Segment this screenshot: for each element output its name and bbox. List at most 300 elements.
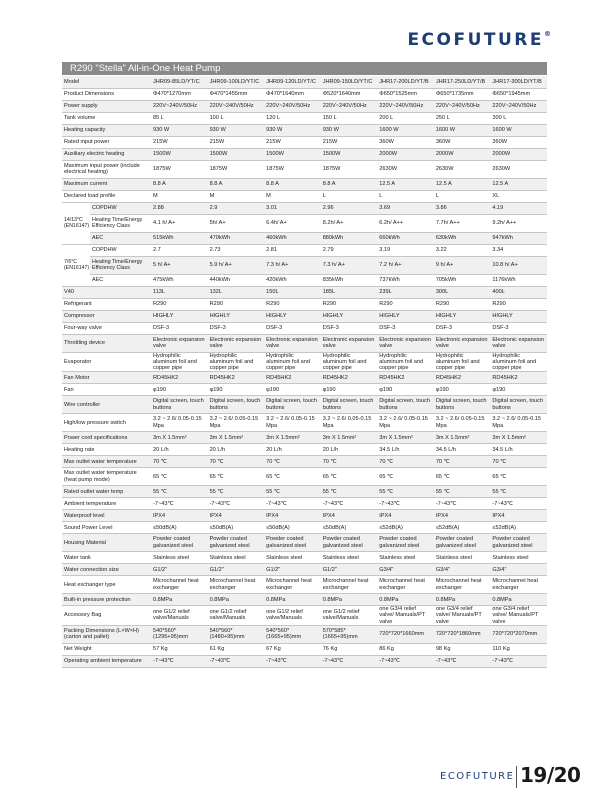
- spec-cell: ≤52dB(A): [490, 522, 547, 534]
- spec-cell: 120 L: [264, 112, 321, 124]
- row-label: Auxiliary electric heating: [62, 148, 151, 160]
- spec-cell: -7~43℃: [264, 498, 321, 510]
- spec-cell: φ190: [264, 384, 321, 396]
- spec-cell: 5.9 h/ A+: [208, 256, 265, 274]
- spec-cell: 660kWh: [377, 232, 434, 244]
- footer-logo: ECOFUTURE: [440, 771, 515, 782]
- spec-cell: Φ470*1455mm: [208, 88, 265, 100]
- table-row: [62, 322, 547, 334]
- spec-cell: one G1/2 relief valve/Manuals: [151, 606, 208, 626]
- row-label: Heating rate: [62, 444, 151, 456]
- spec-cell: Digital screen, touch buttons: [377, 396, 434, 414]
- spec-cell: 185L: [321, 286, 378, 298]
- spec-cell: DSF-3: [490, 322, 547, 334]
- spec-cell: IPX4: [264, 510, 321, 522]
- spec-cell: DSF-3: [321, 322, 378, 334]
- table-row: [62, 274, 547, 286]
- spec-cell: ≤50dB(A): [321, 522, 378, 534]
- spec-cell: 12.5 A: [434, 178, 491, 190]
- spec-cell: 3.2 ~ 2.6/ 0.05-0.15 Mpa: [490, 414, 547, 432]
- spec-cell: 132L: [208, 286, 265, 298]
- spec-cell: 65 ℃: [377, 468, 434, 486]
- spec-cell: HIGHLY: [264, 310, 321, 322]
- spec-cell: -7~43℃: [321, 498, 378, 510]
- spec-cell: 65 ℃: [434, 468, 491, 486]
- spec-cell: 55 ℃: [208, 486, 265, 498]
- spec-cell: ≤50dB(A): [208, 522, 265, 534]
- spec-cell: Powder coated galvanized steel: [321, 534, 378, 552]
- table-row: [62, 606, 547, 626]
- spec-cell: 460kWh: [264, 232, 321, 244]
- spec-cell: G1/2": [264, 564, 321, 576]
- table-row: [62, 643, 547, 655]
- spec-cell: 2.7: [151, 244, 208, 256]
- spec-cell: 34.5 L/h: [377, 444, 434, 456]
- spec-cell: G1/2": [321, 564, 378, 576]
- spec-cell: 7.3 h/ A+: [321, 256, 378, 274]
- spec-cell: G1/2": [151, 564, 208, 576]
- spec-cell: ≤50dB(A): [151, 522, 208, 534]
- spec-cell: 250 L: [434, 112, 491, 124]
- spec-cell: IPX4: [490, 510, 547, 522]
- table-row: [62, 334, 547, 352]
- spec-cell: Hydrophilic aluminum foil and copper pipe: [208, 352, 265, 372]
- spec-cell: 835kWh: [321, 274, 378, 286]
- spec-cell: 10.8 h/ A+: [490, 256, 547, 274]
- spec-cell: HIGHLY: [434, 310, 491, 322]
- spec-cell: Digital screen, touch buttons: [208, 396, 265, 414]
- spec-cell: Stainless steel: [208, 552, 265, 564]
- spec-cell: 150 L: [321, 112, 378, 124]
- row-label: Packing Dimensions (L×W×H) (carton and pallet): [62, 625, 151, 643]
- spec-cell: 7.2 h/ A+: [377, 256, 434, 274]
- spec-cell: 1500W: [208, 148, 265, 160]
- spec-cell: IPX4: [377, 510, 434, 522]
- spec-cell: 420kWh: [264, 274, 321, 286]
- row-label: AEC: [90, 274, 151, 286]
- spec-cell: 3.01: [264, 202, 321, 214]
- spec-cell: Electronic expansion valve: [264, 334, 321, 352]
- spec-cell: Stainless steel: [434, 552, 491, 564]
- spec-cell: 1600 W: [434, 124, 491, 136]
- spec-cell: 8.8 A: [151, 178, 208, 190]
- spec-cell: JHR09-85LD/YT/C: [151, 76, 208, 88]
- spec-cell: RD45HK2: [151, 372, 208, 384]
- spec-cell: 1500W: [151, 148, 208, 160]
- row-label: Waterproof level: [62, 510, 151, 522]
- spec-cell: R290: [321, 298, 378, 310]
- spec-cell: Microchannel heat exchanger: [377, 576, 434, 594]
- row-label: Rated outlet water temp: [62, 486, 151, 498]
- table-row: [62, 552, 547, 564]
- spec-cell: -7~43℃: [208, 655, 265, 667]
- spec-cell: DSF-3: [208, 322, 265, 334]
- row-label: Built-in pressure protection: [62, 594, 151, 606]
- spec-cell: 737kWh: [377, 274, 434, 286]
- spec-cell: 70 ℃: [377, 456, 434, 468]
- spec-cell: 930 W: [208, 124, 265, 136]
- spec-cell: IPX4: [208, 510, 265, 522]
- spec-cell: 3.2 ~ 2.6/ 0.05-0.15 Mpa: [377, 414, 434, 432]
- table-row: [62, 352, 547, 372]
- row-label: Product Dimensions: [62, 88, 151, 100]
- spec-cell: 70 ℃: [434, 456, 491, 468]
- spec-cell: 110 Kg: [490, 643, 547, 655]
- spec-cell: 12.5 A: [377, 178, 434, 190]
- row-label: Rated input power: [62, 136, 151, 148]
- table-row: [62, 178, 547, 190]
- spec-cell: 12.5 A: [490, 178, 547, 190]
- spec-cell: 570*585* (1665+95)mm: [321, 625, 378, 643]
- spec-cell: 540*560* (1665+95)mm: [264, 625, 321, 643]
- spec-cell: 215W: [208, 136, 265, 148]
- spec-cell: 947kWh: [490, 232, 547, 244]
- spec-cell: Powder coated galvanized steel: [264, 534, 321, 552]
- spec-cell: 9 h/ A+: [434, 256, 491, 274]
- spec-cell: Stainless steel: [377, 552, 434, 564]
- row-label: Water connection size: [62, 564, 151, 576]
- spec-cell: 3m X 1.5mm²: [490, 432, 547, 444]
- spec-cell: 8.8 A: [264, 178, 321, 190]
- spec-cell: 515kWh: [151, 232, 208, 244]
- row-label: Fan: [62, 384, 151, 396]
- spec-cell: -7~43℃: [490, 655, 547, 667]
- row-label: Heat exchanger type: [62, 576, 151, 594]
- spec-cell: 1600 W: [490, 124, 547, 136]
- spec-cell: 1875W: [264, 160, 321, 178]
- spec-cell: 3.2 ~ 2.6/ 0.05-0.15 Mpa: [434, 414, 491, 432]
- spec-cell: 220V~240V/50Hz: [264, 100, 321, 112]
- spec-cell: Stainless steel: [490, 552, 547, 564]
- spec-cell: 3m X 1.5mm²: [151, 432, 208, 444]
- spec-cell: -7~43℃: [151, 655, 208, 667]
- spec-cell: 930 W: [264, 124, 321, 136]
- spec-cell: JHR17-300LD/YT/B: [490, 76, 547, 88]
- spec-cell: 8.2h/ A+: [321, 214, 378, 232]
- spec-cell: 220V~240V/50Hz: [151, 100, 208, 112]
- spec-cell: G3/4": [434, 564, 491, 576]
- spec-cell: Hydrophilic aluminum foil and copper pipe: [490, 352, 547, 372]
- spec-cell: 930 W: [321, 124, 378, 136]
- spec-cell: Powder coated galvanized steel: [208, 534, 265, 552]
- spec-cell: Hydrophilic aluminum foil and copper pipe: [264, 352, 321, 372]
- spec-cell: Powder coated galvanized steel: [490, 534, 547, 552]
- spec-cell: M: [264, 190, 321, 202]
- spec-cell: L: [321, 190, 378, 202]
- spec-cell: JHR09-150LD/YT/C: [321, 76, 378, 88]
- spec-cell: 65 ℃: [264, 468, 321, 486]
- spec-cell: 65 ℃: [321, 468, 378, 486]
- spec-cell: 3m X 1.5mm²: [321, 432, 378, 444]
- row-label: Sound Power Level: [62, 522, 151, 534]
- spec-cell: R290: [208, 298, 265, 310]
- spec-cell: JHR09-120LD/YT/C: [264, 76, 321, 88]
- row-label: Evaporator: [62, 352, 151, 372]
- row-label: Declared load profile: [62, 190, 151, 202]
- row-label: Net Weight: [62, 643, 151, 655]
- spec-cell: RD45HK2: [321, 372, 378, 384]
- table-row: [62, 486, 547, 498]
- row-label: Accessory Bag: [62, 606, 151, 626]
- spec-cell: Φ650*1735mm: [434, 88, 491, 100]
- spec-cell: RD45HK2: [264, 372, 321, 384]
- table-row: [62, 88, 547, 100]
- row-label: Heating Time/Energy Efficiency Class: [90, 214, 151, 232]
- spec-cell: Electronic expansion valve: [377, 334, 434, 352]
- spec-cell: 70 ℃: [208, 456, 265, 468]
- spec-cell: Φ650*1525mm: [377, 88, 434, 100]
- spec-cell: 1176kWh: [490, 274, 547, 286]
- row-group-label: 7/6°C (EN16147): [62, 244, 90, 286]
- table-row: [62, 444, 547, 456]
- spec-cell: 540*560* (1295+95)mm: [151, 625, 208, 643]
- spec-cell: 70 ℃: [490, 456, 547, 468]
- spec-cell: 2.79: [321, 244, 378, 256]
- spec-cell: 61 Kg: [208, 643, 265, 655]
- spec-cell: 6.2h/ A++: [377, 214, 434, 232]
- spec-cell: one G1/2 relief valve/Manuals: [321, 606, 378, 626]
- page-title: R290 "Stella" All-in-One Heat Pump: [70, 63, 221, 74]
- spec-cell: 8.8 A: [321, 178, 378, 190]
- spec-cell: 70 ℃: [151, 456, 208, 468]
- row-label: Power supply: [62, 100, 151, 112]
- spec-cell: R290: [490, 298, 547, 310]
- spec-cell: 239L: [377, 286, 434, 298]
- table-row: [62, 160, 547, 178]
- spec-cell: 4.1 h/ A+: [151, 214, 208, 232]
- table-row: [62, 498, 547, 510]
- row-label: V40: [62, 286, 151, 298]
- spec-cell: 0.8MPa: [208, 594, 265, 606]
- spec-cell: 2630W: [434, 160, 491, 178]
- row-label: Max outlet water temperature: [62, 456, 151, 468]
- spec-cell: 1600 W: [377, 124, 434, 136]
- spec-cell: 113L: [151, 286, 208, 298]
- table-row: [62, 310, 547, 322]
- spec-cell: Φ520*1640mm: [321, 88, 378, 100]
- spec-cell: Stainless steel: [264, 552, 321, 564]
- table-row: [62, 112, 547, 124]
- spec-cell: 300L: [434, 286, 491, 298]
- spec-cell: RD45HK2: [208, 372, 265, 384]
- spec-cell: L: [434, 190, 491, 202]
- spec-cell: 0.8MPa: [151, 594, 208, 606]
- spec-cell: 440kWh: [208, 274, 265, 286]
- spec-cell: 3.2 ~ 2.6/ 0.05-0.15 Mpa: [321, 414, 378, 432]
- spec-cell: 20 L/h: [321, 444, 378, 456]
- spec-cell: -7~43℃: [377, 655, 434, 667]
- spec-cell: 1500W: [264, 148, 321, 160]
- spec-cell: 215W: [264, 136, 321, 148]
- spec-cell: 1875W: [208, 160, 265, 178]
- table-row: [62, 136, 547, 148]
- table-row: [62, 432, 547, 444]
- table-row: [62, 124, 547, 136]
- spec-cell: RD45HK2: [377, 372, 434, 384]
- spec-cell: 2.96: [321, 202, 378, 214]
- spec-cell: 0.8MPa: [490, 594, 547, 606]
- spec-cell: 70 ℃: [264, 456, 321, 468]
- spec-cell: Microchannel heat exchanger: [490, 576, 547, 594]
- spec-cell: 2.73: [208, 244, 265, 256]
- spec-cell: 34.5 L/h: [434, 444, 491, 456]
- spec-cell: Digital screen, touch buttons: [434, 396, 491, 414]
- spec-cell: 220V~240V/50Hz: [321, 100, 378, 112]
- table-row: [62, 148, 547, 160]
- table-row: [62, 244, 547, 256]
- spec-cell: 2.88: [151, 202, 208, 214]
- row-label: Ambient temperature: [62, 498, 151, 510]
- row-group-label: 14/13°C (EN16147): [62, 202, 90, 244]
- spec-cell: φ190: [377, 384, 434, 396]
- spec-cell: 0.8MPa: [434, 594, 491, 606]
- spec-cell: 930 W: [151, 124, 208, 136]
- spec-cell: 76 Kg: [321, 643, 378, 655]
- spec-cell: 720*720*2070mm: [490, 625, 547, 643]
- spec-cell: 20 L/h: [208, 444, 265, 456]
- spec-cell: 2000W: [377, 148, 434, 160]
- spec-cell: 3.2 ~ 2.6/ 0.05-0.15 Mpa: [264, 414, 321, 432]
- spec-cell: 86 Kg: [377, 643, 434, 655]
- spec-cell: M: [208, 190, 265, 202]
- spec-cell: 880kWh: [321, 232, 378, 244]
- spec-cell: 1875W: [151, 160, 208, 178]
- spec-cell: 70 ℃: [321, 456, 378, 468]
- spec-cell: G1/2": [208, 564, 265, 576]
- spec-cell: HIGHLY: [490, 310, 547, 322]
- spec-cell: Digital screen, touch buttons: [490, 396, 547, 414]
- spec-cell: 55 ℃: [321, 486, 378, 498]
- spec-cell: 5 h/ A+: [151, 256, 208, 274]
- spec-cell: HIGHLY: [321, 310, 378, 322]
- spec-cell: 3m X 1.5mm²: [434, 432, 491, 444]
- spec-cell: 3.19: [377, 244, 434, 256]
- spec-cell: DSF-3: [264, 322, 321, 334]
- table-row: [62, 522, 547, 534]
- spec-cell: 220V~240V/50Hz: [434, 100, 491, 112]
- spec-cell: ≤52dB(A): [377, 522, 434, 534]
- spec-cell: 55 ℃: [490, 486, 547, 498]
- row-label: Fan Motor: [62, 372, 151, 384]
- spec-cell: 360W: [377, 136, 434, 148]
- spec-cell: φ190: [151, 384, 208, 396]
- spec-cell: 150L: [264, 286, 321, 298]
- spec-cell: 3m X 1.5mm²: [377, 432, 434, 444]
- spec-cell: one G1/2 relief valve/Manuals: [264, 606, 321, 626]
- table-row: [62, 190, 547, 202]
- table-row: [62, 510, 547, 522]
- spec-cell: 5h/ A+: [208, 214, 265, 232]
- table-row: [62, 468, 547, 486]
- spec-cell: ≤52dB(A): [434, 522, 491, 534]
- spec-cell: R290: [434, 298, 491, 310]
- spec-cell: 360W: [434, 136, 491, 148]
- spec-cell: RD45HK2: [490, 372, 547, 384]
- spec-cell: 3m X 1.5mm²: [264, 432, 321, 444]
- table-row: [62, 384, 547, 396]
- spec-cell: -7~43℃: [490, 498, 547, 510]
- spec-cell: 8.8 A: [208, 178, 265, 190]
- spec-cell: 400L: [490, 286, 547, 298]
- spec-cell: HIGHLY: [377, 310, 434, 322]
- row-label: Maximum current: [62, 178, 151, 190]
- spec-cell: JHR17-250LD/YT/B: [434, 76, 491, 88]
- spec-cell: φ190: [434, 384, 491, 396]
- spec-cell: Stainless steel: [151, 552, 208, 564]
- spec-cell: -7~43℃: [208, 498, 265, 510]
- spec-cell: -7~43℃: [434, 655, 491, 667]
- spec-cell: 470kWh: [208, 232, 265, 244]
- spec-cell: JHR09-100LD/YT/C: [208, 76, 265, 88]
- spec-cell: 215W: [151, 136, 208, 148]
- spec-cell: 20 L/h: [264, 444, 321, 456]
- row-label: Refrigerant: [62, 298, 151, 310]
- spec-cell: Hydrophilic aluminum foil and copper pipe: [434, 352, 491, 372]
- spec-cell: Digital screen, touch buttons: [151, 396, 208, 414]
- table-row: [62, 76, 547, 88]
- row-label: COPDHW: [90, 244, 151, 256]
- spec-cell: R290: [264, 298, 321, 310]
- spec-cell: DSF-3: [377, 322, 434, 334]
- spec-cell: 6.4h/ A+: [264, 214, 321, 232]
- spec-cell: 3.2 ~ 2.6/ 0.05-0.15 Mpa: [208, 414, 265, 432]
- spec-cell: -7~43℃: [264, 655, 321, 667]
- spec-cell: Powder coated galvanized steel: [434, 534, 491, 552]
- spec-cell: 0.8MPa: [264, 594, 321, 606]
- spec-cell: 0.8MPa: [377, 594, 434, 606]
- spec-cell: φ190: [208, 384, 265, 396]
- table-row: [62, 396, 547, 414]
- spec-cell: Powder coated galvanized steel: [377, 534, 434, 552]
- spec-cell: 55 ℃: [151, 486, 208, 498]
- spec-cell: 220V~240V/50Hz: [208, 100, 265, 112]
- table-row: [62, 414, 547, 432]
- table-row: [62, 594, 547, 606]
- footer-divider: [516, 766, 517, 788]
- row-label: High/low pressure switch: [62, 414, 151, 432]
- row-label: Operating ambient temperature: [62, 655, 151, 667]
- spec-cell: one G3/4 relief valve/ Manuals/PT valve: [490, 606, 547, 626]
- row-label: Max outlet water temperature (heat pump mode): [62, 468, 151, 486]
- spec-cell: Microchannel heat exchanger: [321, 576, 378, 594]
- spec-cell: XL: [490, 190, 547, 202]
- spec-cell: 705kWh: [434, 274, 491, 286]
- spec-cell: φ190: [321, 384, 378, 396]
- table-row: [62, 286, 547, 298]
- spec-cell: Microchannel heat exchanger: [151, 576, 208, 594]
- table-row: [62, 625, 547, 643]
- spec-cell: 220V~240V/50Hz: [377, 100, 434, 112]
- spec-cell: 55 ℃: [264, 486, 321, 498]
- spec-cell: 2.9: [208, 202, 265, 214]
- spec-cell: Hydrophilic aluminum foil and copper pipe: [151, 352, 208, 372]
- spec-cell: 98 Kg: [434, 643, 491, 655]
- row-label: COPDHW: [90, 202, 151, 214]
- spec-cell: Microchannel heat exchanger: [208, 576, 265, 594]
- table-row: [62, 100, 547, 112]
- table-row: [62, 576, 547, 594]
- spec-cell: 630kWh: [434, 232, 491, 244]
- brand-logo: ECOFUTURE®: [407, 30, 551, 50]
- spec-cell: 720*720*1660mm: [377, 625, 434, 643]
- table-row: [62, 298, 547, 310]
- spec-cell: HIGHLY: [151, 310, 208, 322]
- spec-cell: 200 L: [377, 112, 434, 124]
- spec-cell: -7~43℃: [377, 498, 434, 510]
- table-row: [62, 232, 547, 244]
- spec-cell: 475kWh: [151, 274, 208, 286]
- spec-cell: Hydrophilic aluminum foil and copper pipe: [321, 352, 378, 372]
